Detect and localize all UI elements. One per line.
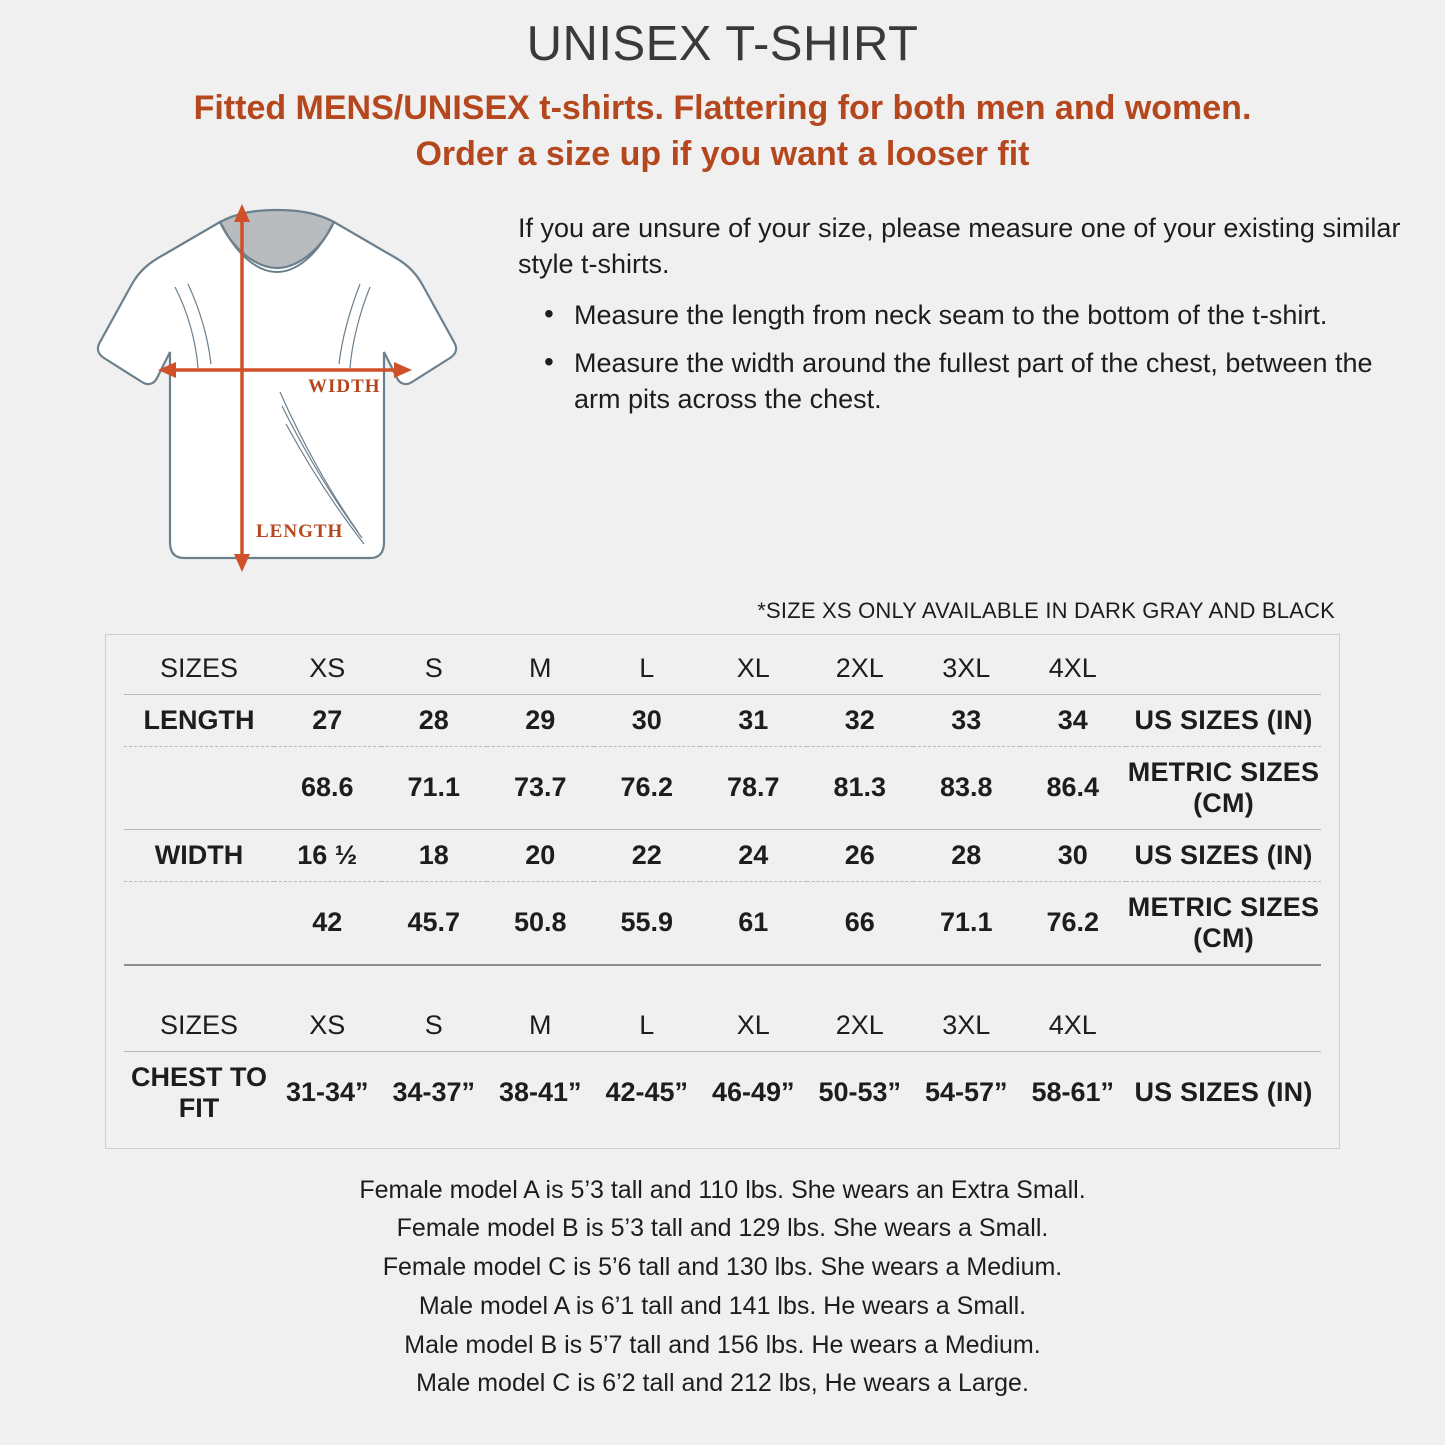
chest-unit: US SIZES (IN) bbox=[1134, 1077, 1313, 1108]
length-cm-l: 76.2 bbox=[594, 746, 701, 829]
length-in-xs: 27 bbox=[274, 694, 381, 746]
subtitle-line-2: Order a size up if you want a looser fit bbox=[415, 134, 1030, 173]
size-header-l: L bbox=[594, 643, 701, 695]
sizes-header-label: SIZES bbox=[124, 643, 274, 695]
length-cm-4xl: 86.4 bbox=[1020, 746, 1127, 829]
chest-xs: 31-34” bbox=[285, 1077, 369, 1108]
width-in-m: 20 bbox=[487, 829, 594, 881]
width-cm-3xl: 71.1 bbox=[913, 881, 1020, 965]
width-cm-m: 50.8 bbox=[487, 881, 594, 965]
length-in-4xl: 34 bbox=[1020, 694, 1127, 746]
unit-header-empty-2 bbox=[1126, 1000, 1321, 1052]
width-cm-4xl: 76.2 bbox=[1020, 881, 1127, 965]
table-spacer-row bbox=[124, 965, 1321, 1000]
table-row bbox=[124, 829, 1321, 881]
model-note-1: Female model A is 5’3 tall and 110 lbs. She wears an Extra Small. bbox=[359, 1175, 1086, 1204]
length-dimension-label: LENGTH bbox=[256, 520, 344, 542]
table-row bbox=[124, 694, 1321, 746]
width-in-4xl: 30 bbox=[1020, 829, 1127, 881]
model-note-5: Male model B is 5’7 tall and 156 lbs. He wears a Medium. bbox=[404, 1330, 1041, 1359]
model-note-2: Female model B is 5’3 tall and 129 lbs. She wears a Small. bbox=[396, 1214, 1049, 1243]
width-cm-l: 55.9 bbox=[594, 881, 701, 965]
model-note-3: Female model C is 5’6 tall and 130 lbs. She wears a Medium. bbox=[382, 1253, 1063, 1282]
length-in-2xl: 32 bbox=[807, 694, 914, 746]
instructions-bullets bbox=[518, 297, 1417, 418]
chest-2xl: 50-53” bbox=[818, 1077, 902, 1108]
length-in-xl: 31 bbox=[700, 694, 807, 746]
instructions-intro: If you are unsure of your size, please measure one of your existing similar style t-shirts. bbox=[518, 212, 1401, 280]
size2-header-4xl: 4XL bbox=[1020, 1000, 1127, 1052]
table-row bbox=[124, 1051, 1321, 1134]
width-in-s: 18 bbox=[381, 829, 488, 881]
size-header-4xl: 4XL bbox=[1020, 643, 1127, 695]
size2-header-3xl: 3XL bbox=[913, 1000, 1020, 1052]
availability-note: *SIZE XS ONLY AVAILABLE IN DARK GRAY AND BLACK bbox=[757, 597, 1335, 623]
length-cm-unit: METRIC SIZES (CM) bbox=[1126, 746, 1321, 829]
instruction-bullet-length: • Measure the length from neck seam to the bottom of the t-shirt. bbox=[574, 297, 1417, 333]
length-cm-m: 73.7 bbox=[487, 746, 594, 829]
width-in-xs: 16 ½ bbox=[274, 829, 381, 881]
width-cm-s: 45.7 bbox=[381, 881, 488, 965]
size-header-2xl: 2XL bbox=[807, 643, 914, 695]
width-cm-2xl: 66 bbox=[807, 881, 914, 965]
chest-3xl: 54-57” bbox=[924, 1077, 1008, 1108]
table-row bbox=[124, 1000, 1321, 1052]
size-header-m: M bbox=[487, 643, 594, 695]
row-label-length-metric bbox=[124, 746, 274, 829]
model-note-6: Male model C is 6’2 tall and 212 lbs, He wears a Large. bbox=[416, 1369, 1029, 1398]
model-note-4: Male model A is 6’1 tall and 141 lbs. He wears a Small. bbox=[418, 1291, 1027, 1320]
length-in-m: 29 bbox=[487, 694, 594, 746]
chest-s: 34-37” bbox=[392, 1077, 476, 1108]
row-label-width: WIDTH bbox=[124, 829, 274, 881]
length-in-3xl: 33 bbox=[913, 694, 1020, 746]
width-cm-unit: METRIC SIZES (CM) bbox=[1126, 881, 1321, 965]
chest-l: 42-45” bbox=[605, 1077, 689, 1108]
page-subtitle bbox=[0, 86, 1445, 178]
chest-m: 38-41” bbox=[498, 1077, 582, 1108]
chest-xl: 46-49” bbox=[711, 1077, 795, 1108]
width-in-3xl: 28 bbox=[913, 829, 1020, 881]
row-label-length: LENGTH bbox=[124, 694, 274, 746]
subtitle-line-1: Fitted MENS/UNISEX t-shirts. Flattering for both men and women. bbox=[193, 88, 1252, 127]
chest-4xl: 58-61” bbox=[1031, 1077, 1115, 1108]
width-cm-xl: 61 bbox=[700, 881, 807, 965]
tshirt-diagram bbox=[70, 192, 500, 592]
instructions-block bbox=[500, 192, 1417, 592]
size2-header-2xl: 2XL bbox=[807, 1000, 914, 1052]
size-header-3xl: 3XL bbox=[913, 643, 1020, 695]
width-in-unit: US SIZES (IN) bbox=[1126, 829, 1321, 881]
size2-header-s: S bbox=[381, 1000, 488, 1052]
size2-header-xs: XS bbox=[274, 1000, 381, 1052]
model-notes bbox=[0, 1171, 1445, 1404]
length-cm-2xl: 81.3 bbox=[807, 746, 914, 829]
size2-header-m: M bbox=[487, 1000, 594, 1052]
size-table bbox=[124, 643, 1321, 1134]
length-in-unit: US SIZES (IN) bbox=[1126, 694, 1321, 746]
table-spacer-cell bbox=[124, 965, 1321, 1000]
size2-header-xl: XL bbox=[700, 1000, 807, 1052]
length-cm-3xl: 83.8 bbox=[913, 746, 1020, 829]
length-cm-s: 71.1 bbox=[381, 746, 488, 829]
sizes-header-label-2: SIZES bbox=[124, 1000, 274, 1052]
width-in-xl: 24 bbox=[700, 829, 807, 881]
length-cm-xl: 78.7 bbox=[700, 746, 807, 829]
table-row bbox=[124, 881, 1321, 965]
row-label-width-metric bbox=[124, 881, 274, 965]
row-label-chest-to-fit: CHEST TO FIT bbox=[130, 1061, 267, 1123]
table-row bbox=[124, 643, 1321, 695]
unit-header-empty bbox=[1126, 643, 1321, 695]
table-row bbox=[124, 746, 1321, 829]
width-dimension-label: WIDTH bbox=[308, 375, 381, 397]
size-table-container bbox=[105, 634, 1340, 1149]
instruction-bullet-width: • Measure the width around the fullest part of the chest, between the arm pits across the chest. bbox=[574, 345, 1417, 418]
diagram-and-instructions bbox=[0, 192, 1445, 592]
length-cm-xs: 68.6 bbox=[274, 746, 381, 829]
size-header-xl: XL bbox=[700, 643, 807, 695]
page-title: UNISEX T-SHIRT bbox=[526, 17, 919, 71]
width-cm-xs: 42 bbox=[274, 881, 381, 965]
length-in-l: 30 bbox=[594, 694, 701, 746]
size2-header-l: L bbox=[594, 1000, 701, 1052]
tshirt-illustration-icon bbox=[70, 192, 490, 592]
size-header-s: S bbox=[381, 643, 488, 695]
size-header-xs: XS bbox=[274, 643, 381, 695]
width-in-2xl: 26 bbox=[807, 829, 914, 881]
length-in-s: 28 bbox=[381, 694, 488, 746]
width-in-l: 22 bbox=[594, 829, 701, 881]
